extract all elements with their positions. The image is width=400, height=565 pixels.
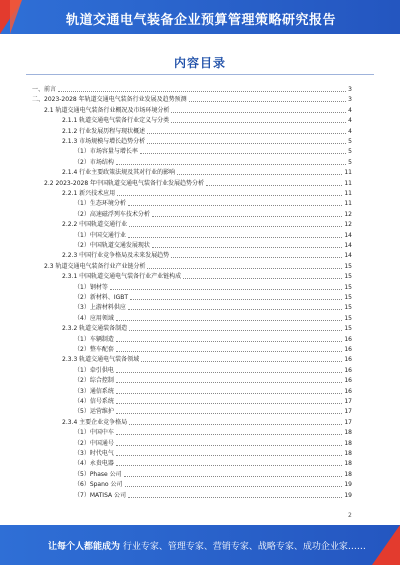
toc-entry-page: 4 xyxy=(348,106,352,114)
toc-entry-page: 3 xyxy=(348,96,352,104)
toc-leader-dots xyxy=(129,329,342,331)
toc-entry-page: 16 xyxy=(344,335,352,343)
toc-entry-page: 19 xyxy=(344,491,352,499)
toc-entry-page: 18 xyxy=(344,470,352,478)
toc-entry-text: 2.3.2 轨道交通装备制造 xyxy=(62,325,128,333)
toc-leader-dots xyxy=(147,142,346,144)
toc-entry-text: （1）中国中车 xyxy=(74,429,114,437)
toc-entry-page: 16 xyxy=(344,346,352,353)
toc-entry[interactable] xyxy=(74,345,352,353)
toc-entry[interactable] xyxy=(74,387,352,395)
toc-leader-dots xyxy=(177,173,342,175)
toc-leader-dots xyxy=(128,204,343,206)
toc-entry-text: （1）生态环境分析 xyxy=(74,200,126,208)
toc-entry-page: 14 xyxy=(344,242,352,249)
toc-entry[interactable] xyxy=(44,179,352,187)
toc-leader-dots xyxy=(129,423,342,425)
toc-leader-dots xyxy=(128,236,343,238)
toc-leader-dots xyxy=(147,267,342,269)
toc-entry-text: 2.3.1 中国轨道交通电气装备行业产业链构成 xyxy=(62,273,182,281)
toc-entry-text: （1）牵引供电 xyxy=(74,366,114,374)
toc-entry-page: 11 xyxy=(344,190,352,197)
toc-entry-text: 2.1.3 市场规模与增长趋势分析 xyxy=(62,138,146,145)
toc-leader-dots xyxy=(189,100,347,102)
toc-entry-page: 16 xyxy=(344,356,352,364)
toc-entry-page: 12 xyxy=(344,221,352,229)
toc-entry-text: （2）高速磁浮列车技术分析 xyxy=(74,210,150,218)
toc-entry-text: （7）MATISA 公司 xyxy=(74,491,126,499)
toc-entry-text: （1）市场容量与增长率 xyxy=(74,148,138,156)
toc-leader-dots xyxy=(141,360,342,362)
toc-entry[interactable] xyxy=(62,189,352,197)
report-footer xyxy=(0,525,400,565)
toc-leader-dots xyxy=(183,277,342,279)
toc-entry-text: 2.1.2 行业发展历程与现状概述 xyxy=(62,127,146,135)
toc-leader-dots xyxy=(110,288,343,290)
toc-entry-page: 17 xyxy=(344,418,352,426)
toc-entry-text: （2）新材料、IGBT xyxy=(74,294,129,301)
toc-leader-dots xyxy=(171,256,342,258)
toc-entry-text: 2.1.4 行业主要政策法规及其对行业的影响 xyxy=(62,169,176,177)
toc-entry-page: 4 xyxy=(348,117,352,125)
toc-entry[interactable] xyxy=(62,137,352,145)
toc-entry-page: 12 xyxy=(344,210,352,218)
toc-leader-dots xyxy=(130,298,342,300)
toc-entry[interactable] xyxy=(62,168,352,176)
toc-entry[interactable] xyxy=(44,106,352,114)
toc-entry-text: （1）中国交通行业 xyxy=(74,231,126,239)
toc-entry-text: 2.2.3 中国行业竞争格局及未来发展趋势 xyxy=(62,252,170,260)
toc-entry[interactable] xyxy=(74,397,352,405)
toc-leader-dots xyxy=(171,111,346,113)
toc-entry-page: 15 xyxy=(344,273,352,281)
toc-leader-dots xyxy=(125,485,343,487)
toc-leader-dots xyxy=(124,475,343,477)
toc-leader-dots xyxy=(117,194,342,196)
toc-entry[interactable] xyxy=(74,293,352,301)
toc-leader-dots xyxy=(147,132,346,134)
toc-entry-page: 5 xyxy=(348,148,352,156)
toc-entry-page: 11 xyxy=(344,179,352,187)
toc-entry-page: 5 xyxy=(348,158,352,166)
toc-entry-page: 16 xyxy=(344,387,352,395)
toc-entry-page: 17 xyxy=(344,408,352,416)
toc-entry-text: （2）中国通号 xyxy=(74,439,114,447)
toc-leader-dots xyxy=(116,319,343,321)
toc-entry[interactable] xyxy=(74,376,352,384)
toc-leader-dots xyxy=(116,163,346,165)
toc-entry[interactable] xyxy=(74,366,352,374)
toc-entry[interactable] xyxy=(74,241,352,249)
toc-entry[interactable] xyxy=(62,220,352,228)
toc-entry[interactable] xyxy=(74,459,352,467)
toc-entry[interactable] xyxy=(62,418,352,426)
toc-entry-page: 18 xyxy=(344,460,352,468)
toc-entry-page: 16 xyxy=(344,366,352,374)
toc-entry-text: （1）钢材等 xyxy=(74,283,108,291)
toc-entry-text: 2.2 2023-2028 年中国轨道交通电气装备行业发展趋势分析 xyxy=(44,179,205,187)
toc-entry-page: 18 xyxy=(344,450,352,457)
toc-entry-page: 15 xyxy=(344,304,352,312)
report-title: 轨道交通电气装备企业预算管理策略研究报告 xyxy=(66,13,337,28)
toc-entry-text: 2.3.3 轨道交通电气装备领域 xyxy=(62,356,140,364)
toc-entry[interactable] xyxy=(74,480,352,488)
toc-entry-page: 15 xyxy=(344,294,352,301)
toc-entry[interactable] xyxy=(74,158,352,166)
toc-entry[interactable] xyxy=(74,449,352,457)
toc-leader-dots xyxy=(116,412,343,414)
toc-entry-text: （2）综合控制 xyxy=(74,377,114,385)
toc-entry[interactable] xyxy=(74,283,352,291)
toc-entry-text: （5）运营维护 xyxy=(74,408,114,416)
toc-leader-dots xyxy=(116,402,343,404)
toc-entry-page: 11 xyxy=(344,200,352,208)
toc-entry-text: （1）车辆制造 xyxy=(74,335,114,343)
toc-entry-text: （3）时代电气 xyxy=(74,450,114,457)
report-header xyxy=(0,0,400,34)
toc-entry-text: 2.2.2 中国轨道交通行业 xyxy=(62,221,128,229)
toc-entry-page: 15 xyxy=(344,314,352,322)
toc-entry-text: 一、前言 xyxy=(32,86,57,93)
toc-leader-dots xyxy=(116,392,343,394)
footer-slogan-rest: 行业专家、管理专家、营销专家、战略专家、成功企业家…… xyxy=(122,542,366,552)
toc-entry[interactable] xyxy=(62,324,352,332)
toc-entry-text: （5）Phase 公司 xyxy=(74,470,122,478)
toc-leader-dots xyxy=(128,308,343,310)
footer-slogan-lead: 让每个人都能成为 xyxy=(48,542,121,552)
toc-entry-page: 4 xyxy=(348,127,352,135)
toc-leader-dots xyxy=(116,433,343,435)
toc-entry-page: 15 xyxy=(344,262,352,270)
toc-entry[interactable] xyxy=(74,231,352,239)
footer-accent xyxy=(372,525,400,565)
toc-entry-text: （6）Spano 公司 xyxy=(74,481,123,489)
toc-entry[interactable] xyxy=(74,210,352,218)
toc-entry[interactable] xyxy=(74,335,352,343)
toc-entry-page: 11 xyxy=(344,169,352,177)
toc-entry-text: （2）中国轨道交通发展现状 xyxy=(74,242,150,249)
toc-leader-dots xyxy=(152,246,343,248)
toc-entry[interactable] xyxy=(62,355,352,363)
toc-entry-text: 二、2023-2028 年轨道交通电气装备行业发展及趋势预测 xyxy=(32,96,187,104)
footer-slogan xyxy=(48,539,366,552)
toc-leader-dots xyxy=(152,215,343,217)
toc-entry-page: 18 xyxy=(344,429,352,437)
toc-leader-dots xyxy=(58,90,346,92)
toc-leader-dots xyxy=(116,381,343,383)
toc-leader-dots xyxy=(116,454,343,456)
toc-leader-dots xyxy=(116,444,343,446)
toc-entry[interactable] xyxy=(74,199,352,207)
toc-title-divider xyxy=(26,74,374,75)
toc-leader-dots xyxy=(116,464,343,466)
toc-entry[interactable] xyxy=(32,85,352,93)
toc-entry-text: 2.1.1 轨道交通电气装备行业定义与分类 xyxy=(62,117,170,125)
toc-entry[interactable] xyxy=(44,262,352,270)
toc-entry-page: 5 xyxy=(348,138,352,145)
page-number: 2 xyxy=(348,512,352,519)
toc-entry-text: （2）市场结构 xyxy=(74,158,114,166)
toc-leader-dots xyxy=(129,225,342,227)
toc-entry-text: （4）永贵电器 xyxy=(74,460,114,468)
toc-entry[interactable] xyxy=(62,251,352,259)
toc-entry[interactable] xyxy=(32,95,352,103)
toc-entry[interactable] xyxy=(74,407,352,415)
toc-entry[interactable] xyxy=(62,116,352,124)
toc-entry[interactable] xyxy=(74,147,352,155)
toc-leader-dots xyxy=(140,152,346,154)
toc-entry[interactable] xyxy=(74,314,352,322)
toc-entry-text: （3）上游材料供应 xyxy=(74,304,126,312)
header-accent-light xyxy=(10,0,22,34)
toc-entry-page: 15 xyxy=(344,283,352,291)
toc-leader-dots xyxy=(116,340,343,342)
toc-leader-dots xyxy=(116,350,343,352)
toc-entry[interactable] xyxy=(74,470,352,478)
toc-entry-page: 16 xyxy=(344,377,352,385)
toc-leader-dots xyxy=(128,496,342,498)
toc-entry[interactable] xyxy=(62,127,352,135)
toc-entry[interactable] xyxy=(74,439,352,447)
toc-entry-page: 17 xyxy=(344,398,352,405)
toc-leader-dots xyxy=(116,371,343,373)
toc-entry-text: （3）通信系统 xyxy=(74,387,114,395)
toc-entry[interactable] xyxy=(74,303,352,311)
toc-entry-page: 15 xyxy=(344,325,352,333)
toc-entry-text: 2.3 轨道交通电气装备行业产业链分析 xyxy=(44,262,146,270)
toc-leader-dots xyxy=(171,121,346,123)
toc-entry-text: （2）整车配套 xyxy=(74,346,114,353)
toc-entry-page: 14 xyxy=(344,252,352,260)
toc-entry-text: 2.1 轨道交通电气装备行业概况及市场环境分析 xyxy=(44,106,170,114)
toc-title: 内容目录 xyxy=(173,56,226,70)
toc-entry[interactable] xyxy=(74,491,352,499)
toc-leader-dots xyxy=(206,184,342,186)
toc-entry[interactable] xyxy=(62,272,352,280)
toc-entry-page: 19 xyxy=(344,481,352,489)
toc-entry-text: （4）应用领域 xyxy=(74,314,114,322)
toc-entry[interactable] xyxy=(74,428,352,436)
toc-entry-text: 2.2.1 新兴技术应用 xyxy=(62,190,116,197)
toc-entry-page: 14 xyxy=(344,231,352,239)
toc-entry-text: 2.3.4 主要企业竞争格局 xyxy=(62,418,128,426)
toc-entry-text: （4）信号系统 xyxy=(74,398,114,405)
toc-entry-page: 3 xyxy=(348,86,352,93)
toc-entry-page: 18 xyxy=(344,439,352,447)
